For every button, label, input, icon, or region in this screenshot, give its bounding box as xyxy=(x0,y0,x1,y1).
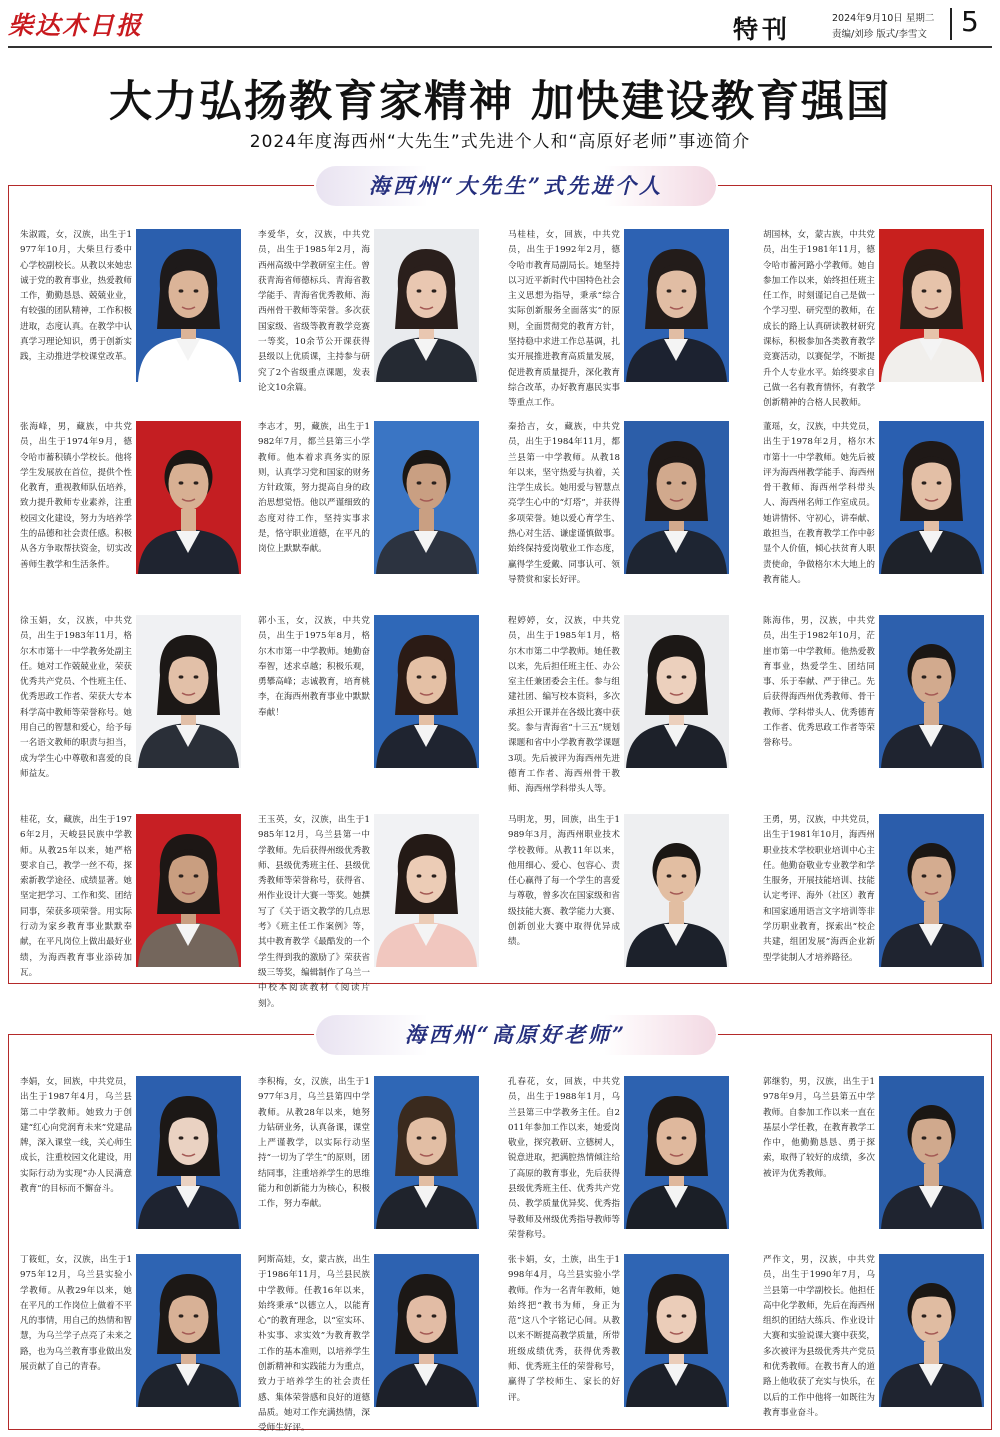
portrait-photo xyxy=(374,1254,479,1407)
profile-bio: 桂花，女，藏族，出生于1976年2月，天峻县民族中学教师。从教25年以来，她严格要求自己，教学一丝不苟，探索新教学途径、成绩显著。她坚定把学习、工作和奖、团结同事，荣获多项荣誉。用实际行动为家乡教育事业默默奉献，在平凡岗位上做出最好业绩，为海西教育事业添砖加瓦。 xyxy=(20,815,132,978)
profile-card xyxy=(508,420,733,585)
profile-bio: 胡国林，女，蒙古族，中共党员，出生于1981年11月，德令哈市蓄河路小学教师。她自参加工作以来，始终担任班主任工作，时刻谨记自己是做一个学习型、研究型的教师，在成长的路上认真研读教材研究课标，积极参加各类教育教学竞赛活动，以赛促学，不断提升个人专业水平。始终要求自己做一名有教育情怀，有教学创新精神的合格人民教师。 xyxy=(763,230,875,409)
portrait-photo xyxy=(879,814,984,967)
portrait-graphic xyxy=(136,1076,241,1229)
portrait-photo xyxy=(136,1254,241,1407)
profile-bio: 程婷婷，女，汉族，中共党员，出生于1985年1月，格尔木市第二中学教师。她任教以来，先后担任班主任、办公室主任兼团委会主任。参与组建社团、编写校本资料，多次承担公开课并在各级比赛中获奖。参与青海省“十三五”规划课题和省中小学教育教学课题3项。先后被评为海西州先进德育工作者、海西州骨干教师、海西州学科带头人等。 xyxy=(508,616,620,795)
portrait-photo xyxy=(374,615,479,768)
portrait-photo xyxy=(136,421,241,574)
profile-bio: 徐玉娟，女，汉族，中共党员，出生于1983年11月，格尔木市第十一中学教务处副主任。她对工作兢兢业业，荣获优秀共产党员、个性班主任、优秀思政工作者、荣获大专本科学高中教师等荣誉称号。她用自己的智慧和爱心，给予每一名语文教师的职责与担当，成为学生心中尊敬和喜爱的良师益友。 xyxy=(20,616,132,779)
portrait-graphic xyxy=(374,1254,479,1407)
profile-bio: 李积梅，女，汉族，出生于1977年3月，乌兰县第四中学教师。从教28年以来，她努力钻研业务，认真备课，课堂上严谨教学，以实际行动坚持“一切为了学生”的原则，团结同事，注重培养学生的思维能力和创新能力为核心，积极工作，努力奉献。 xyxy=(258,1077,370,1210)
profile-bio: 郭小玉，女，汉族，中共党员，出生于1975年8月，格尔木市第一中学教师。她勤奋奉智，述求卓越；积极乐观，勇攀高峰；志诚教育，培育桃李，在海西州教育事业中默默奉献！ xyxy=(258,616,370,718)
profile-bio: 阿斯高娃，女，蒙古族，出生于1986年11月，乌兰县民族中学教师。任教16年以来，始终秉承“以德立人，以能育心”的教育理念，以“室实环、朴实事、求实效”为教育教学工作的基本准则，以培养学生创新精神和实践能力为重点，致力于培养学生的社会责任感、集体荣誉感和良好的道德品质。她对工作充满热情，深受师生好评。 xyxy=(258,1255,370,1434)
portrait-photo xyxy=(136,814,241,967)
portrait-graphic xyxy=(136,421,241,574)
profile-bio: 李志才，男，藏族，出生于1982年7月，都兰县第三小学教师。他本着求真务实的原则，认真学习党和国家的财务方针政策，努力提高自身的政治思想觉悟。他以严谨细致的态度对待工作，坚持实事求是，恪守职业道德，在平凡的岗位上默默奉献。 xyxy=(258,422,370,555)
portrait-photo xyxy=(624,421,729,574)
masthead-rule xyxy=(8,46,992,48)
profile-card xyxy=(763,1253,988,1418)
profile-bio: 张卡娟，女，土族，出生于1998年4月，乌兰县实验小学教师。作为一名青年教师，她始终把“教书为师，身正为范”这八个字铭记心间。从教以来不断提高教学质量，所带班级成绩优秀，获得优秀教师、优秀班主任的荣誉称号，赢得了学校师生、家长的好评。 xyxy=(508,1255,620,1403)
section-name: 特刊 xyxy=(733,15,792,44)
portrait-photo xyxy=(374,1076,479,1229)
portrait-graphic xyxy=(879,615,984,768)
profile-card xyxy=(763,614,988,774)
profile-bio: 李爱华，女，汉族，中共党员，出生于1985年2月，海西州高级中学教研室主任。曾获青海省师德标兵、青海省教学能手、青海省优秀教师、海西州骨干教师等荣誉。多次获国家级、省级等教育教学竞赛一等奖，10余节公开课获得县级以上优质课，主持参与研究了2个省级重点课题，发表论文10余篇。 xyxy=(258,230,370,393)
portrait-photo xyxy=(879,229,984,382)
portrait-photo xyxy=(624,1076,729,1229)
profile-card xyxy=(763,228,988,409)
profile-bio: 丁筱虹，女，汉族，出生于1975年12月，乌兰县实验小学教师。从教29年以来，她在平凡的工作岗位上做着不平凡的事情，用自己的热情和智慧，为乌兰学子点亮了未来之路，也为乌兰教育事业做出发展贡献了自己的青春。 xyxy=(20,1255,132,1373)
newspaper-logo: 柴达木日报 xyxy=(8,11,144,40)
profile-bio: 王玉英，女，汉族，出生于1985年12月，乌兰县第一中学教师。先后获得州级优秀教师、县级优秀班主任、县级优秀教师等荣誉称号，获得省、州作业设计大赛一等奖。她撰写了《关于语文教学的几点思考》《班主任工作案例》等，其中教育教学《最酷发的一个学生得到我的激励了》荣获省级三等奖，编辑制作了乌兰一中校本阅读教材《阅读片刻》。 xyxy=(258,815,370,1009)
portrait-photo xyxy=(624,615,729,768)
portrait-photo xyxy=(136,229,241,382)
portrait-photo xyxy=(879,615,984,768)
profile-card xyxy=(508,1075,733,1240)
profile-bio: 马明龙，男，回族，出生于1989年3月，海西州职业技术学校教师。从教11年以来，他用细心、爱心、包容心、责任心赢得了每一个学生的喜爱与尊敬，曾多次在国家级和省级技能大赛、教学能力大赛、创新创业大赛中取得优异成绩。 xyxy=(508,815,620,948)
profile-bio: 李娟，女，回族，中共党员，出生于1987年4月，乌兰县第二中学教师。她致力于创建“红心向党润育未来”党建品牌，深入课堂一线，关心师生成长，注重校园文化建设，用实际行动为实现“办人民满意教育”的目标而不懈奋斗。 xyxy=(20,1077,132,1195)
profile-card xyxy=(20,813,245,978)
portrait-graphic xyxy=(374,421,479,574)
issue-date: 2024年9月10日 星期二 xyxy=(832,13,935,24)
profile-bio: 郭继豹，男，汉族，出生于1978年9月，乌兰县第五中学教师。自参加工作以来一直在基层小学任教，在教育教学工作中，他勤勤恳恳、勇于探索，取得了较好的成绩，多次被评为优秀教师。 xyxy=(763,1077,875,1179)
portrait-photo xyxy=(879,1076,984,1229)
editor-credits: 责编/刘珍 版式/李雪文 xyxy=(832,29,927,40)
portrait-graphic xyxy=(136,615,241,768)
issue-meta xyxy=(832,11,934,43)
portrait-graphic xyxy=(624,229,729,382)
portrait-graphic xyxy=(879,421,984,574)
portrait-graphic xyxy=(136,814,241,967)
portrait-graphic xyxy=(879,1076,984,1229)
portrait-photo xyxy=(136,615,241,768)
profile-card xyxy=(763,420,988,585)
masthead-divider xyxy=(950,8,952,40)
profile-bio: 张海峰，男，藏族，中共党员，出生于1974年9月，德令哈市蓄积镇小学校长。他将学生发展放在首位，提供个性化教育，重视教师队伍培养，致力提升教师专业素养，注重校园文化建设，努力为培养学生的品德和社会责任感。积极从各方争取帮扶资金，切实改善师生教学和生活条件。 xyxy=(20,422,132,570)
portrait-photo xyxy=(136,1076,241,1229)
portrait-graphic xyxy=(624,1254,729,1407)
page-headline: 大力弘扬教育家精神 加快建设教育强国 xyxy=(109,77,891,127)
profile-bio: 严作文，男，汉族，中共党员，出生于1990年7月，乌兰县第一中学副校长。他担任高中化学教师，先后在海西州组织的团结大练兵、作业设计大赛和实验说课大赛中获奖，多次被评为县级优秀共产党员和优秀教师。在教书育人的道路上他收获了充实与快乐，在以后的工作中他将一如既往为教育事业奋斗。 xyxy=(763,1255,875,1418)
portrait-photo xyxy=(374,421,479,574)
portrait-photo xyxy=(624,229,729,382)
portrait-photo xyxy=(879,421,984,574)
portrait-graphic xyxy=(374,229,479,382)
profile-bio: 朱淑霞，女，汉族，出生于1977年10月，大柴旦行委中心学校副校长。从教以来她忠诚于党的教育事业，热爱教师工作，勤勤恳恳、兢兢业业，有较强的团队精神，工作积极进取，态度认真。在教学中认真学习理论知识，勇于创新实践，主动推进学校课堂改革。 xyxy=(20,230,132,363)
portrait-graphic xyxy=(624,1076,729,1229)
profile-bio: 孔春花，女，回族，中共党员，出生于1988年1月，乌兰县第三中学教务主任。自2011年参加工作以来，她爱岗敬业，探究教研、立德树人，锐意进取，把满腔热情倾注给了高原的教育事业，先后获得县级优秀班主任、优秀共产党员、教学质量优异奖、优秀指导教师及州级优秀指导教师等荣誉称号。 xyxy=(508,1077,620,1240)
profile-card xyxy=(258,1075,483,1235)
section-banner-advanced-individuals: 海西州“大先生”式先进个人 xyxy=(316,166,716,206)
portrait-graphic xyxy=(136,229,241,382)
portrait-graphic xyxy=(374,615,479,768)
profile-bio: 陈海伟，男，汉族，中共党员，出生于1982年10月，茫崖市第一中学教师。他热爱教育事业，热爱学生、团结同事、乐于奉献、严于律己。先后获得海西州优秀教师、骨干教师、学科带头人、优秀德育工作者、优秀思政工作者等荣誉称号。 xyxy=(763,616,875,749)
portrait-graphic xyxy=(136,1254,241,1407)
profile-card xyxy=(258,614,483,774)
masthead xyxy=(0,0,1000,50)
portrait-photo xyxy=(374,229,479,382)
page-number: 5 xyxy=(961,5,979,38)
portrait-graphic xyxy=(624,814,729,967)
profile-card xyxy=(20,614,245,779)
portrait-photo xyxy=(374,814,479,967)
portrait-graphic xyxy=(879,814,984,967)
portrait-graphic xyxy=(624,421,729,574)
profile-bio: 秦拾吉，女，藏族，中共党员，出生于1984年11月，都兰县第一中学教师。从教18年以来，坚守热爱与执着，关注学生成长。她用爱与智慧点亮学生心中的“灯塔”，并获得多项荣誉。她以爱心育学生、热心对生活、谦虚谨慎做事。始终保持爱岗敬业工作态度，赢得学生爱戴、同事认可、领导赞赏和家长好评。 xyxy=(508,422,620,585)
portrait-photo xyxy=(624,814,729,967)
profile-card xyxy=(763,1075,988,1235)
profile-card xyxy=(763,813,988,973)
profile-card xyxy=(258,420,483,580)
portrait-graphic xyxy=(624,615,729,768)
profile-bio: 王勇，男，汉族，中共党员，出生于1981年10月，海西州职业技术学校职业培训中心主任。他勤奋敬业专业教学和学生服务，开展技能培训、技能认定考评、海外（社区）教育和国家通用语言文字培训等非学历职业教育，探索出“校企共建，组团发展”海西企业新型学徒制人才培养路径。 xyxy=(763,815,875,963)
page-subheadline: 2024年度海西州“大先生”式先进个人和“高原好老师”事迹简介 xyxy=(249,132,751,152)
profile-card xyxy=(508,813,733,973)
profile-bio: 董瑶，女，汉族，中共党员，出生于1978年2月，格尔木市第十一中学教师。她先后被评为海西州教学能手、海西州骨干教师、海西州学科带头人、海西州名师工作室成员。她讲情怀、守初心，讲奉献、敢担当，在教育教学工作中彰显个人价值，倾心扶贫育人职责使命，争做格尔木大地上的教育能人。 xyxy=(763,422,875,585)
profile-card xyxy=(258,813,483,1009)
portrait-graphic xyxy=(374,1076,479,1229)
profile-bio: 马桂桂，女，回族，中共党员，出生于1992年2月，德令哈市教育局副局长。她坚持以习近平新时代中国特色社会主义思想为指导，秉承“综合实际创新服务全面落实”的原则，全面贯彻党的教育方针，坚持稳中求进工作总基调，扎实开展推进教育高质量发展，促进教育质量提升，深化教育综合改革，办好教育惠民实事等重点工作。 xyxy=(508,230,620,409)
profile-card xyxy=(508,614,733,795)
profile-card xyxy=(20,1253,245,1413)
profile-card xyxy=(20,420,245,580)
profile-card xyxy=(508,1253,733,1413)
profile-card xyxy=(258,1253,483,1434)
portrait-graphic xyxy=(374,814,479,967)
portrait-photo xyxy=(624,1254,729,1407)
profile-card xyxy=(20,228,245,388)
portrait-photo xyxy=(879,1254,984,1407)
profile-card xyxy=(20,1075,245,1235)
portrait-graphic xyxy=(879,1254,984,1407)
profile-card xyxy=(258,228,483,393)
section-banner-plateau-teachers: 海西州“高原好老师” xyxy=(316,1015,716,1055)
profile-card xyxy=(508,228,733,409)
portrait-graphic xyxy=(879,229,984,382)
